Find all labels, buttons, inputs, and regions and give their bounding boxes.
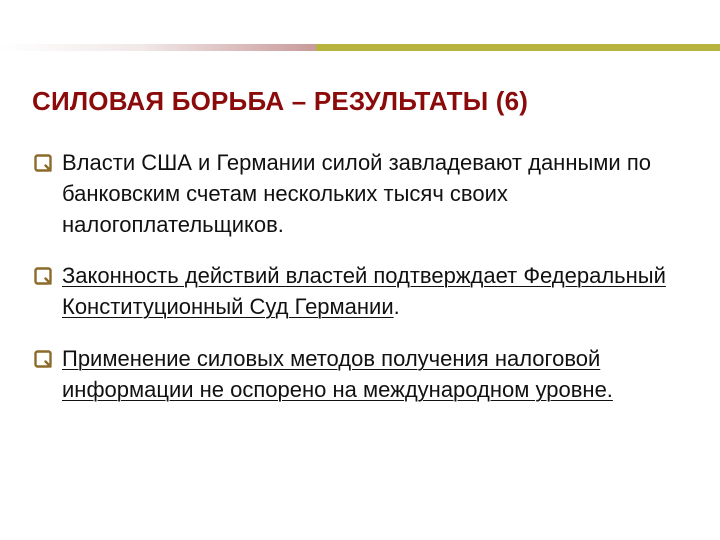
bullet-text-2: Законность действий властей подтверждает Федеральный Конституционный Суд Германии	[62, 263, 666, 319]
bullet-text-1: Власти США и Германии силой завладевают данными по банковским счетам нескольких тысяч своих налогоплательщиков.	[62, 150, 651, 237]
header-band-left	[0, 44, 316, 51]
bullet-text-3: Применение силовых методов получения налоговой информации не оспорено на международном уровне.	[62, 346, 613, 402]
bullet-list	[32, 147, 672, 425]
header-band-right	[316, 44, 720, 51]
header-band	[0, 44, 720, 51]
bullet-item-3	[32, 343, 672, 405]
slide-title: СИЛОВАЯ БОРЬБА – РЕЗУЛЬТАТЫ (6)	[32, 86, 529, 116]
bullet-item-1	[32, 147, 672, 240]
q-bullet-icon	[34, 154, 52, 172]
bullet-text-2-suffix: .	[393, 294, 400, 319]
bullet-item-2	[32, 260, 672, 322]
q-bullet-icon	[34, 350, 52, 368]
q-bullet-icon	[34, 267, 52, 285]
